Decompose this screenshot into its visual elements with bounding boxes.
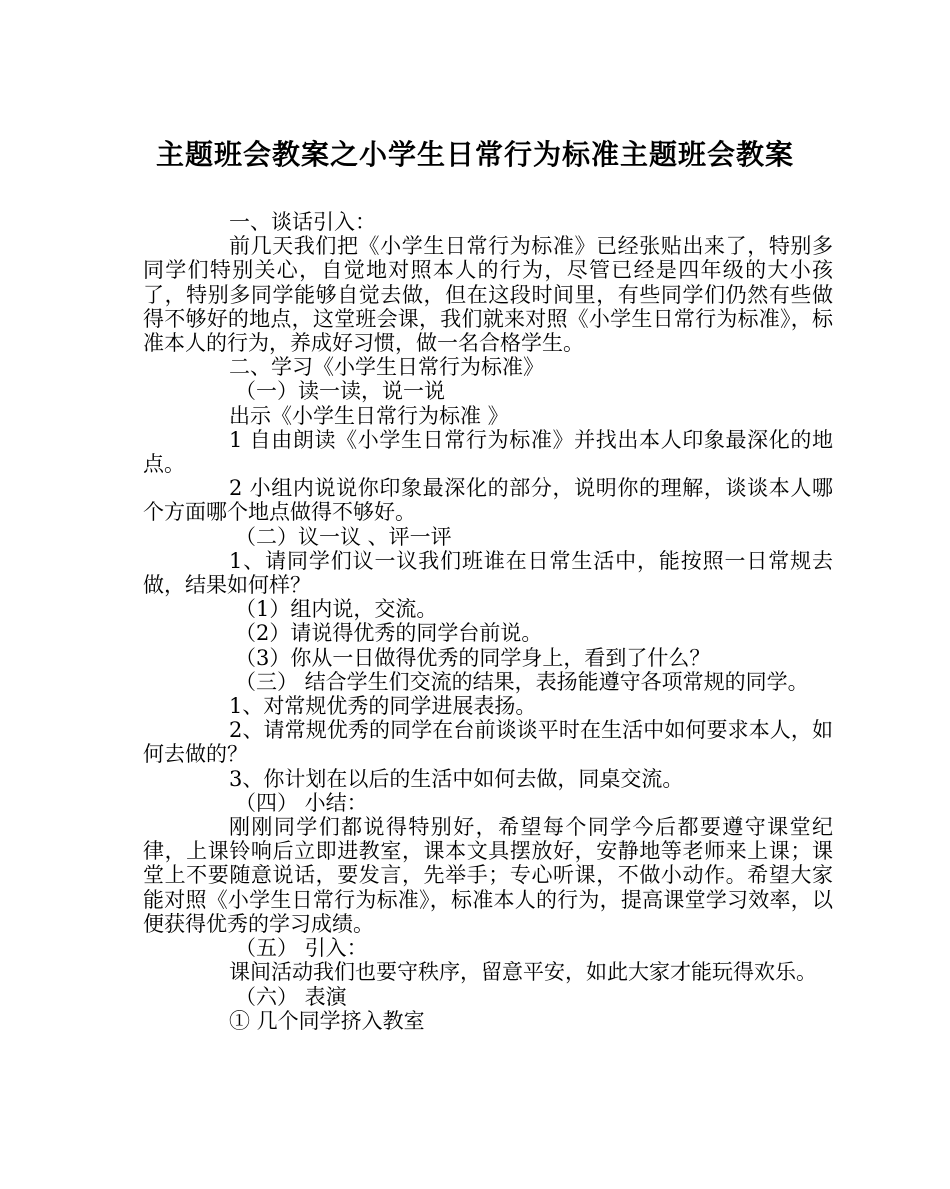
section-heading-intro: 一、谈话引入： xyxy=(229,210,376,234)
paragraph-praise-1: 1、对常规优秀的同学进展表扬。 xyxy=(229,694,537,719)
subsection-discuss: （二）议一议 、评一评 xyxy=(235,524,452,549)
paragraph-intro: 前几天我们把《小学生日常行为标准》已经张贴出来了，特别多同学们特别关心，自觉地对照本人的行为，尽管已经是四年级的大小孩了，特别多同学能够自觉去做，但在这段时间里，有些同学们仍然有些做得不够好的地点，这堂班会课，我们就来对照《小学生日常行为标准》，标准本人的行为，养成好习惯，做一名合格学生。 xyxy=(143,234,833,356)
paragraph-discuss-1-b: （2）请说得优秀的同学台前说。 xyxy=(235,621,543,646)
paragraph-lead-in: 课间活动我们也要守秩序，留意平安，如此大家才能玩得欢乐。 xyxy=(229,960,817,985)
subsection-summary: （四） 小结： xyxy=(235,790,368,815)
paragraph-discuss-1-c: （3）你从一日做得优秀的同学身上，看到了什么？ xyxy=(235,645,711,670)
paragraph-summary: 刚刚同学们都说得特别好，希望每个同学今后都要遵守课堂纪律，上课铃响后立即进教室，课本文具摆放好，安静地等老师来上课；课堂上不要随意说话，要发言，先举手；专心听课，不做小动作。希望大家能对照《小学生日常行为标准》，标准本人的行为，提高课堂学习效率，以便获得优秀的学习成绩。 xyxy=(143,815,833,936)
paragraph-step-1: 1 自由朗读《小学生日常行为标准》并找出本人印象最深化的地点。 xyxy=(143,427,833,477)
paragraph-show: 出示《小学生日常行为标准 》 xyxy=(229,403,509,428)
paragraph-praise-2: 2、请常规优秀的同学在台前谈谈平时在生活中如何要求本人，如何去做的？ xyxy=(143,718,833,767)
paragraph-step-2: 2 小组内说说你印象最深化的部分，说明你的理解，谈谈本人哪个方面哪个地点做得不够好。 xyxy=(143,476,833,525)
document-title: 主题班会教案之小学生日常行为标准主题班会教案 xyxy=(155,138,794,171)
paragraph-performance-1: ① 几个同学挤入教室 xyxy=(229,1008,425,1033)
document-body xyxy=(143,210,833,1033)
subsection-performance: （六） 表演 xyxy=(235,984,347,1009)
section-heading-study: 二、学习《小学生日常行为标准》 xyxy=(229,355,544,380)
paragraph-discuss-1-a: （1）组内说，交流。 xyxy=(235,597,438,622)
subsection-lead-in: （五） 引入： xyxy=(235,936,368,961)
paragraph-praise-3: 3、你计划在以后的生活中如何去做，同桌交流。 xyxy=(229,766,684,791)
subsection-praise: （三） 结合学生们交流的结果，表扬能遵守各项常规的同学。 xyxy=(235,669,809,694)
subsection-read: （一）读一读，说一说 xyxy=(235,379,445,404)
paragraph-discuss-1: 1、请同学们议一议我们班谁在日常生活中，能按照一日常规去做，结果如何样？ xyxy=(143,548,833,598)
